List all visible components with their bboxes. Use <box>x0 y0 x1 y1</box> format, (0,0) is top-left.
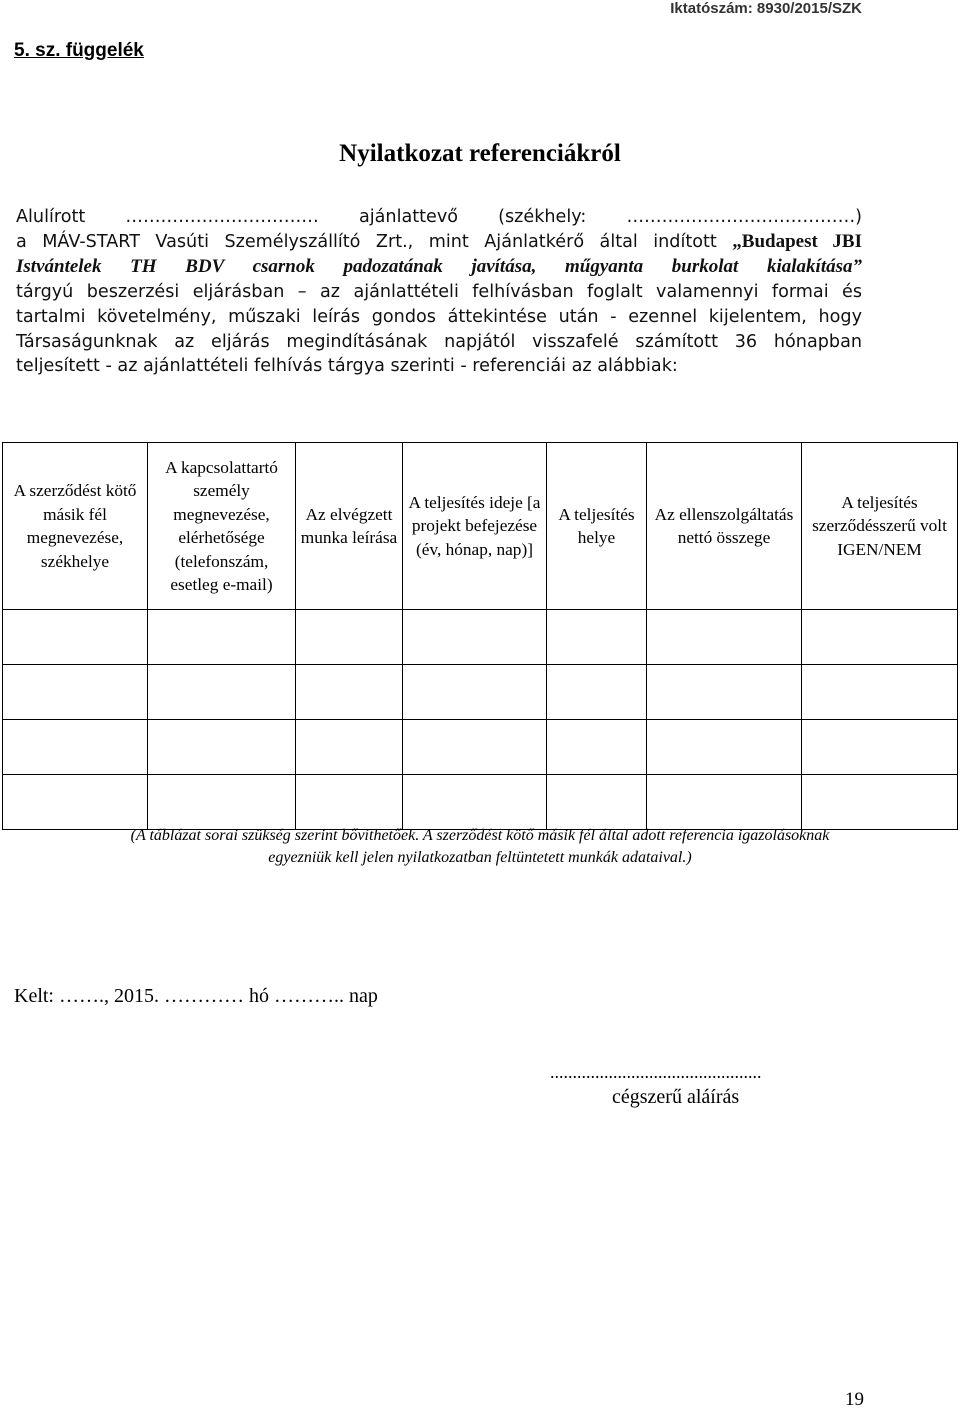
declarant-label: Alulírott <box>16 207 86 227</box>
header-completion-place: A teljesítés helye <box>547 443 647 610</box>
table-cell[interactable] <box>802 665 958 720</box>
table-cell[interactable] <box>802 775 958 830</box>
table-cell[interactable] <box>802 610 958 665</box>
appendix-label: 5. sz. függelék <box>14 40 144 61</box>
table-cell[interactable] <box>3 775 148 830</box>
table-cell[interactable] <box>148 775 296 830</box>
closing-paren: ) <box>855 207 863 227</box>
references-table <box>2 442 958 830</box>
signature-label: cégszerű aláírás <box>612 1086 740 1108</box>
table-row <box>3 610 958 665</box>
page-number: 19 <box>845 1389 864 1410</box>
project-title-rest: Istvántelek TH BDV csarnok padozatának javítása, műgyanta burkolat kialakítása” <box>16 256 862 278</box>
document-title: Nyilatkozat referenciákról <box>339 140 621 167</box>
project-title-start: „Budapest JBI <box>732 230 862 252</box>
body-line-5: tartalmi követelmény, műszaki leírás gondos áttekintése után - ezennel kijelentem, hogy <box>16 306 862 327</box>
signature-line: ............................................... <box>550 1062 762 1082</box>
table-cell[interactable] <box>296 775 403 830</box>
table-cell[interactable] <box>403 775 547 830</box>
header-completion-date: A teljesítés ideje [a projekt befejezése (év, hónap, nap)] <box>403 443 547 610</box>
bidder-label: ajánlattevő (székhely: <box>358 207 587 227</box>
contracting-authority-line <box>16 230 862 255</box>
header-work-description: Az elvégzett munka leírása <box>296 443 403 610</box>
table-note <box>0 825 960 869</box>
body-line-4: tárgyú beszerzési eljárásban – az ajánlattételi felhívásban foglalt valamennyi formai és <box>16 282 862 303</box>
header-contractual-compliance: A teljesítés szerződésszerű volt IGEN/NEM <box>802 443 958 610</box>
table-cell[interactable] <box>403 610 547 665</box>
table-cell[interactable] <box>547 775 647 830</box>
table-cell[interactable] <box>403 720 547 775</box>
table-cell[interactable] <box>647 775 802 830</box>
project-title-line <box>16 254 862 280</box>
table-row <box>3 720 958 775</box>
header-contact-person: A kapcsolattartó személy megnevezése, elérhetősége (telefonszám, esetleg e-mail) <box>148 443 296 610</box>
table-cell[interactable] <box>403 665 547 720</box>
reference-number: Iktatószám: 8930/2015/SZK <box>670 0 862 17</box>
declarant-line <box>16 205 862 230</box>
table-header-row <box>3 443 958 610</box>
table-cell[interactable] <box>3 610 148 665</box>
date-line: Kelt: ……., 2015. ………… hó ……….. nap <box>14 985 378 1007</box>
table-cell[interactable] <box>3 720 148 775</box>
table-cell[interactable] <box>547 610 647 665</box>
table-cell[interactable] <box>148 665 296 720</box>
table-cell[interactable] <box>3 665 148 720</box>
table-cell[interactable] <box>647 720 802 775</box>
header-net-amount: Az ellenszolgáltatás nettó összege <box>647 443 802 610</box>
table-cell[interactable] <box>547 665 647 720</box>
table-cell[interactable] <box>547 720 647 775</box>
table-cell[interactable] <box>296 610 403 665</box>
table-cell[interactable] <box>647 665 802 720</box>
table-cell[interactable] <box>296 665 403 720</box>
seat-blank: ………………………………… <box>626 207 856 227</box>
table-note-line-1: (A táblázat sorai szükség szerint bővíthetőek. A szerződést kötő másik fél által adott referencia igazolásoknak <box>130 827 830 844</box>
table-note-line-2: egyezniük kell jelen nyilatkozatban feltüntetett munkák adataival.) <box>268 849 692 866</box>
name-blank: …………………………… <box>125 207 319 227</box>
table-cell[interactable] <box>802 720 958 775</box>
table-cell[interactable] <box>148 720 296 775</box>
table-cell[interactable] <box>148 610 296 665</box>
table-row <box>3 775 958 830</box>
body-line-7: teljesített - az ajánlattételi felhívás tárgya szerinti - referenciái az alábbiak: <box>16 356 678 377</box>
table-cell[interactable] <box>647 610 802 665</box>
table-row <box>3 665 958 720</box>
contracting-authority-text: a MÁV-START Vasúti Személyszállító Zrt., mint Ajánlatkérő által indított <box>16 231 717 252</box>
table-cell[interactable] <box>296 720 403 775</box>
header-counterparty: A szerződést kötő másik fél megnevezése, székhelye <box>3 443 148 610</box>
body-line-6: Társaságunknak az eljárás megindításának napjától visszafelé számított 36 hónapban <box>16 331 862 352</box>
declaration-text <box>16 205 862 379</box>
